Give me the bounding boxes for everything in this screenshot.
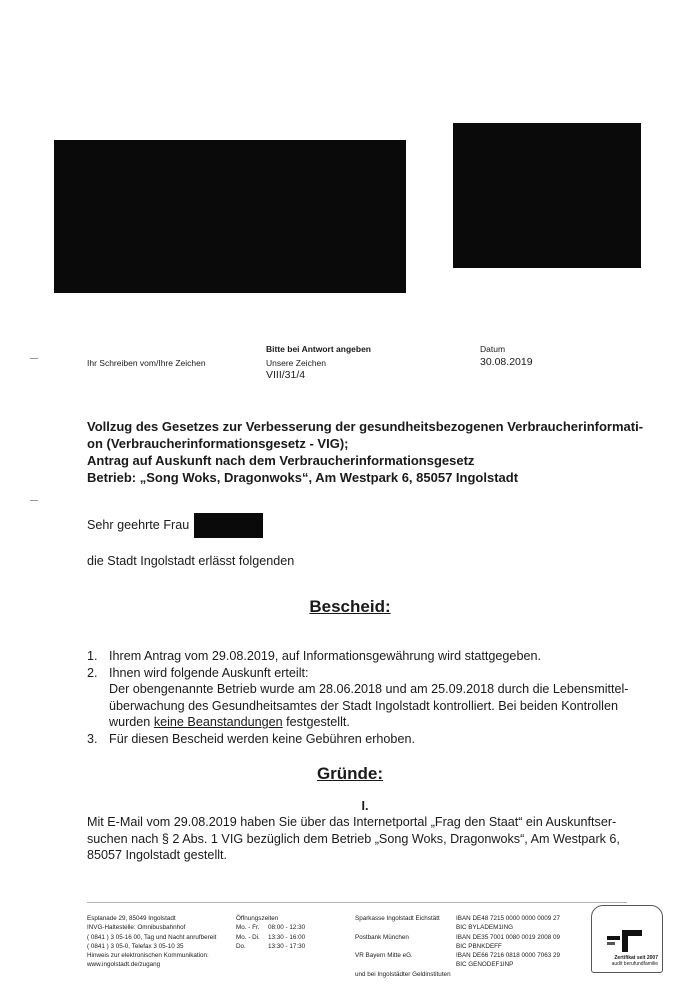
subject-line-1: Vollzug des Gesetzes zur Verbesserung der gesundheitsbezogenen Verbraucherinformati- [87,419,644,434]
bank-bic: BIC PBNKDEFF [456,942,502,950]
item2-detail-line-3a: wurden [109,715,154,729]
our-reference-value: VIII/31/4 [266,369,306,381]
item2-heading: Ihnen wird folgende Auskunft erteilt: [109,665,309,680]
family-audit-certificate-logo [591,905,663,973]
bescheid-title: Bescheid: [309,597,391,616]
redacted-recipient-block [54,140,406,293]
hours-days: Do. [236,942,246,950]
subject-block [87,418,657,486]
reply-note: Bitte bei Antwort angeben [266,344,371,354]
bank-iban: IBAN DE66 7216 0818 0000 7063 29 [456,952,560,960]
list-item [87,665,647,731]
address-line: ( 0841 ) 3 05-16 00, Tag und Nacht anrufbereit [87,933,217,941]
subject-line-2: on (Verbraucherinformationsgesetz - VIG); [87,436,349,451]
salutation: Sehr geehrte Frau [87,518,190,532]
bank-iban: IBAN DE35 7001 0080 0019 2008 09 [456,933,560,941]
bank-bic: BIC BYLADEM1ING [456,924,514,932]
gruende-line-1: Mit E-Mail vom 29.08.2019 haben Sie über das Internetportal „Frag den Staat“ ein Auskunftser- [87,815,617,829]
list-item-number: 3. [87,731,98,746]
subject-line-4: Betrieb: „Song Woks, Dragonwoks“, Am Westpark 6, 85057 Ingolstadt [87,470,519,485]
bescheid-list [87,648,647,747]
address-line: INVG-Haltestelle: Omnibusbahnhof [87,924,186,932]
hours-time: 13:30 - 16:00 [268,933,306,941]
list-item-number: 1. [87,649,98,663]
item2-detail-line-1: Der obengenannte Betrieb wurde am 28.06.2018 und am 25.09.2018 durch die Lebensmittel- [109,682,629,696]
address-line: Esplanade 29, 85049 Ingolstadt [87,915,176,922]
address-line: www.ingolstadt.de/zugang [87,961,161,969]
subject-line-3: Antrag auf Auskunft nach dem Verbraucherinformationsgesetz [87,453,475,468]
bank-iban: IBAN DE48 7215 0000 0000 0009 27 [456,915,560,922]
redacted-name [194,513,263,538]
date-label: Datum [480,344,506,354]
bank-name: Postbank München [355,933,409,941]
fold-mark-punch [30,500,38,501]
bank-bic: BIC GENODEF1INP [456,961,514,969]
date-value: 30.08.2019 [480,356,533,368]
bank-name: Sparkasse Ingolstadt Eichstätt [355,915,440,922]
list-item-text: Für diesen Bescheid werden keine Gebühren erhoben. [109,731,415,746]
banks-note: und bei Ingolstädter Geldinstituten [355,970,451,978]
list-item [87,648,647,665]
intro-text: die Stadt Ingolstadt erlässt folgenden [87,554,295,568]
gruende-section-number: I. [361,799,369,813]
list-item-number: 2. [87,665,98,680]
list-item [87,731,647,748]
gruende-title: Gründe: [316,764,384,783]
gruende-paragraph [87,814,657,864]
redacted-letterhead-block [453,123,641,268]
item2-detail-line-3c: festgestellt. [282,715,350,729]
our-reference-label: Unsere Zeichen [266,358,327,368]
certificate-text-2: audit berufundfamilie [611,961,658,967]
no-complaints-emphasis: keine Beanstandungen [153,715,283,729]
list-item-text: Ihrem Antrag vom 29.08.2019, auf Informationsgewährung wird stattgegeben. [109,649,541,663]
hours-days: Mo. - Fr. [236,924,260,932]
certificate-text-1: Zertifikat seit 2007 [614,955,658,961]
gruende-line-2: suchen nach § 2 Abs. 1 VIG bezüglich dem Betrieb „Song Woks, Dragonwoks“, Am Westpark 6, [87,831,620,846]
hours-title: Öffnungszeiten [236,915,279,922]
footer-address [87,914,216,970]
footer-opening-hours [236,914,305,951]
gruende-line-3: 85057 Ingolstadt gestellt. [87,848,228,862]
hours-days: Mo. - Di. [236,933,260,941]
audit-logo-icon [606,928,646,954]
address-line: Hinweis zur elektronischen Kommunikation: [87,952,209,960]
hours-time: 13:30 - 17:30 [268,942,306,950]
hours-time: 08:00 - 12:30 [268,924,306,932]
item2-detail-line-2: überwachung des Gesundheitsamtes der Stadt Ingolstadt kontrolliert. Bei beiden Kontrollen [109,698,618,713]
list-item-text [109,665,647,731]
footer-banks [355,914,590,979]
your-reference-label: Ihr Schreiben vom/Ihre Zeichen [87,358,206,368]
bank-name: VR Bayern Mitte eG. [355,952,413,960]
fold-mark-top [30,358,38,359]
footer-rule [87,902,627,903]
address-line: ( 0841 ) 3 05-0, Telefax 3 05-10 35 [87,942,184,950]
